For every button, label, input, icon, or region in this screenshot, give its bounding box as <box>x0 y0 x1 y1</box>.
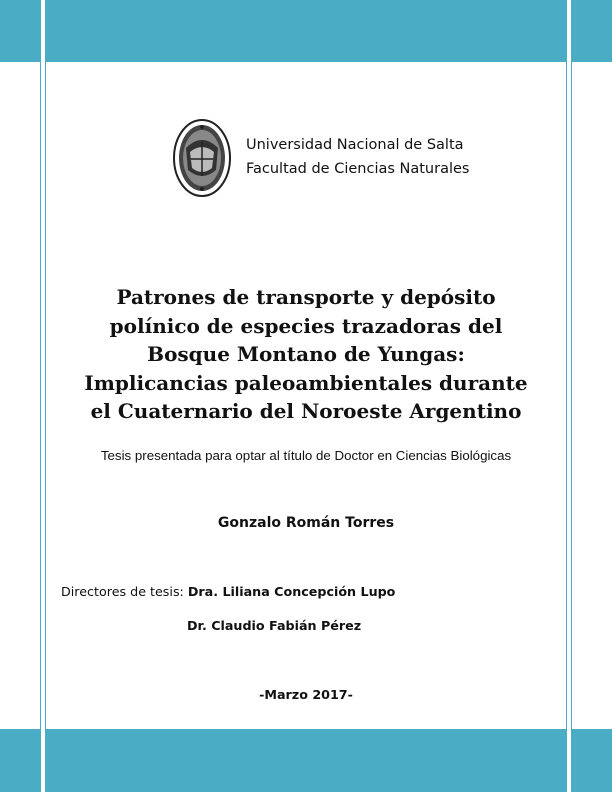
top-band-center <box>45 0 566 62</box>
title-line: el Cuaternario del Noroeste Argentino <box>90 399 522 423</box>
directors-line <box>61 584 395 599</box>
title-line: Patrones de transporte y depósito <box>116 285 496 309</box>
university-name: Universidad Nacional de Salta <box>246 137 464 153</box>
bottom-band-center <box>45 729 566 792</box>
border-line <box>566 0 567 792</box>
top-band-left <box>0 0 40 62</box>
border-line <box>40 0 41 792</box>
title-line: Implicancias paleoambientales durante <box>84 370 528 395</box>
university-seal-icon <box>172 118 232 198</box>
title-line: Bosque Montano de Yungas: <box>147 342 465 366</box>
faculty-name: Facultad de Ciencias Naturales <box>246 161 470 177</box>
directors-label: Directores de tesis: <box>61 584 184 599</box>
top-band-right <box>571 0 612 62</box>
thesis-subtitle: Tesis presentada para optar al título de Doctor en Ciencias Biológicas <box>100 448 512 463</box>
director-first: Dra. Liliana Concepción Lupo <box>187 584 396 599</box>
director-second: Dr. Claudio Fabián Pérez <box>187 618 362 633</box>
author-name: Gonzalo Román Torres <box>217 515 395 531</box>
bottom-band-right <box>571 729 612 792</box>
border-line <box>45 0 46 792</box>
title-line: polínico de especies trazadoras del <box>109 313 503 338</box>
thesis-date: -Marzo 2017- <box>259 687 353 702</box>
bottom-band-left <box>0 729 40 792</box>
border-line <box>571 0 572 792</box>
university-header <box>246 133 469 181</box>
thesis-title <box>70 283 542 426</box>
